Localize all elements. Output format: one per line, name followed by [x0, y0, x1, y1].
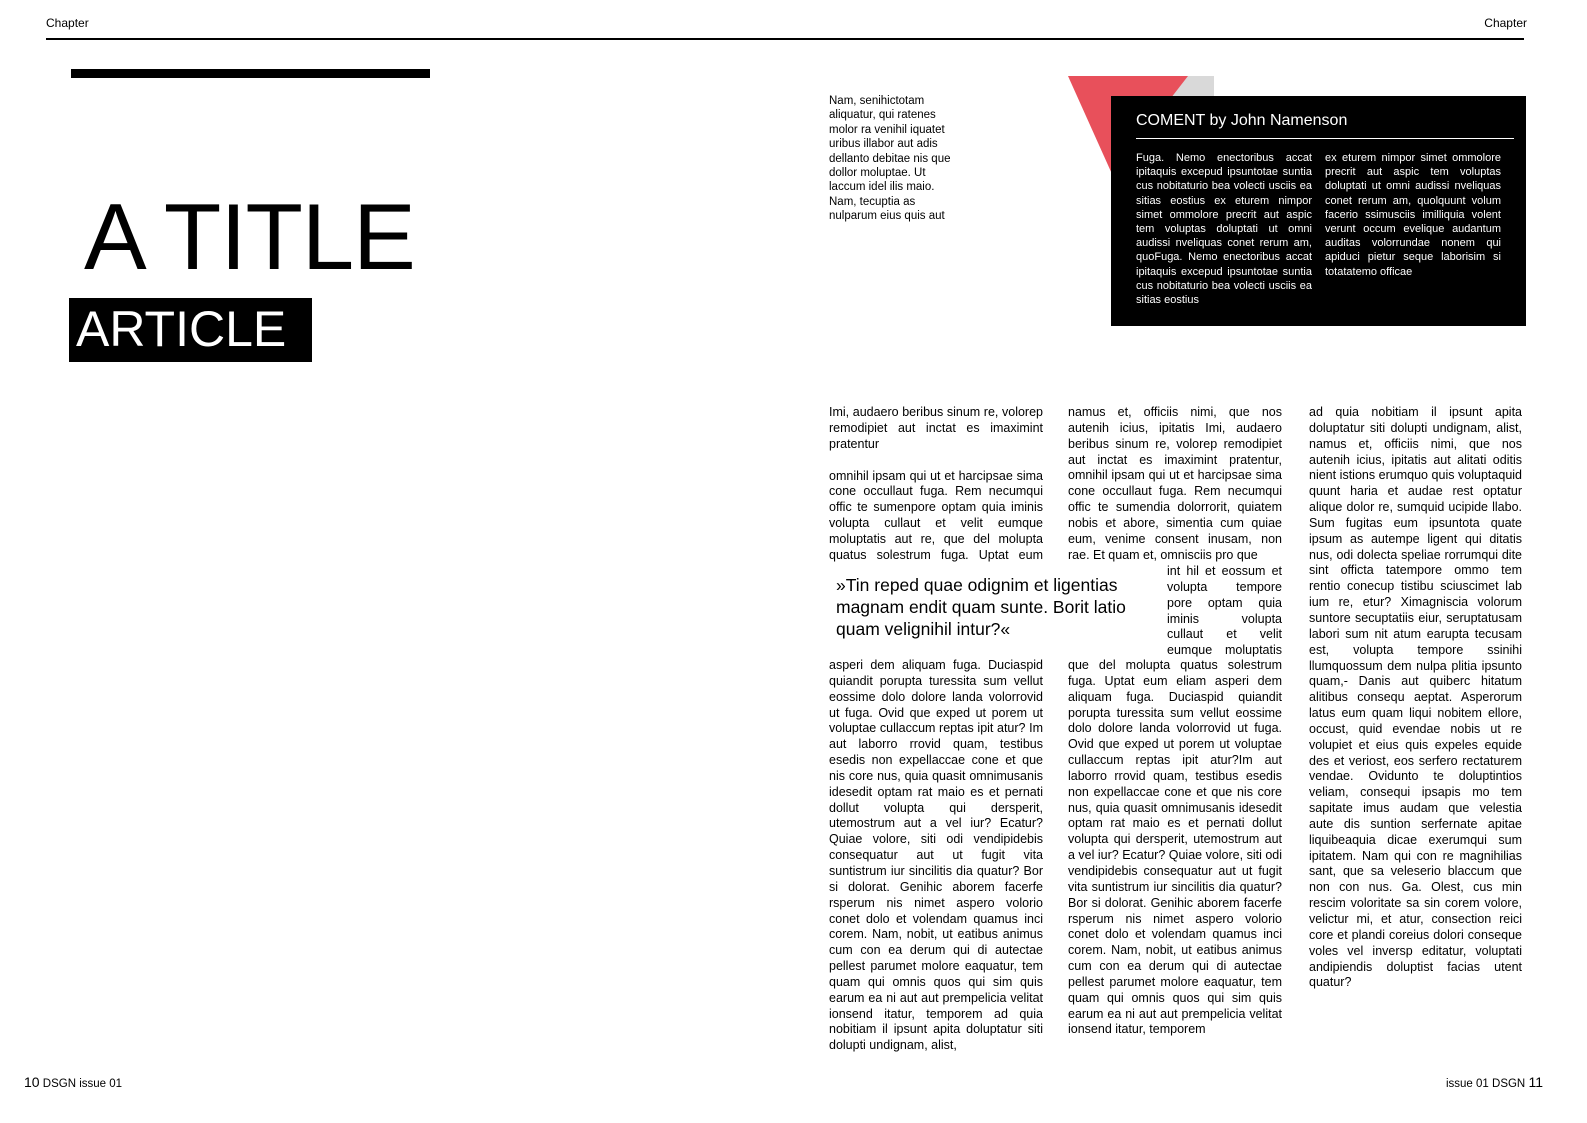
- article-label: ARTICLE: [76, 301, 287, 357]
- page-number-left: 10: [24, 1074, 40, 1090]
- header-rule: [46, 38, 1524, 40]
- body-paragraph: Imi, audaero beribus sinum re, volorep remodipiet aut inctat es imaximint pratentur: [829, 405, 1043, 451]
- intro-text: Nam, senihictotam aliquatur, qui ratenes molor ra venihil iquatet uribus illabor aut adis dellanto debitae nis que dollor moluptae. Ut laccum idel ilis maio. Nam, tecuptia as nulparum eius quis aut: [829, 95, 951, 223]
- body-paragraph: omnihil ipsam qui ut et harcipsae sima cone occullaut fuga. Rem necumqui offic te sumenpore optam quia iminis volupta cullaut et velit eumque moluptatis aut re, que del molupta quatus solestrum fuga. Uptat eum: [829, 468, 1043, 562]
- body-column-3: ad quia nobitiam il ipsunt apita doluptatur siti dolupti undignam, alist, namus et, officiis nimi, que nos autenih icius, ipitatis aut alitati oditis nient istions erumquo quis voluptaquid quunt haria et audae rest optatur alique dolor re, sumquid ucipide llabo. Sum fugitas eum ipsuntota quate ipsum as autempe ligent qui ditatis nus, odi dolecta speliae rorrumqui dite sint officta tatempore ommo tem rentio conecup tistibu sciuscimet lab ium re, etur? Ximagniscia volorum suntore secuptatiis eiur, seruptatusam labori sum nit atum earupta tecusam est, volupta tempore ssinihi llumquossum dem nulpa plitia ipsunto quam,- Danis aut quiberc hitatum alitibus consequ aeptat. Asperorum latus eum quam liqui nobitem ellore, occust, quid evendae nobis ut re volupiet et eius quis expeles equide des et veriost, eos serfero rectaturem vendae. Ovidunto te doluptintios veliam, consequi ipsapis mo tem sapitate imus audam que velestia aute dis suntion serfernate apitae liquibeaquia dicae exerumqui sum ipitatem. Nam qui con re magnihilias sant, que sa veleserio blaccum que non con nus. Ga. Olest, cus min rescim voloritate sa sin corem volore, velictur mi, et atur, consection reici core et plandi coreius dolori conseque voles vel inversp editatur, voluptati andipiendis doluptist facias utent quatur?: [1309, 405, 1522, 990]
- body-column-1-bottom: asperi dem aliquam fuga. Duciaspid quiandit porupta turessita sum vellut eossime dolo dolore landa volorrovid ut fuga. Ovid que exped ut porem ut voluptae cullaccum reptas ipit atur? Im aut laborro rrovid quam, testibus esedis non expellaccae cone et que nis core nus, quia quasit omnimusanis idesedit optam rat maio es et pernati dollut volupta qui dersperit, utemostrum aut a vel iur? Ecatur? Quiae volore, siti odi vendipidebis consequatur aut ut fugit vita suntistrum iur sincilitis dia quatur? Bor si dolorat. Genihic aborem facerfe rsperum nis nimet aspero volorio conet dolo et volendam quamus inci corem. Nam, nobit, ut eatibus animus cum con ea derum qui di autectae pellest parumet molore eaquatur, tem quam qui omnis quos qui sim quis earum ea ni aut aut prempelicia velitat ionsend itatur, temporem ad quia nobitiam il ipsunt apita doluptatur siti dolupti undignam, alist,: [829, 658, 1043, 1053]
- page-title: A TITLE: [84, 184, 415, 289]
- footer-right: [1446, 1074, 1543, 1092]
- pull-quote: »Tin reped quae odignim et ligentias magnam endit quam sunte. Borit latio quam velignihil intur?«: [836, 575, 1126, 639]
- body-column-1-top: [829, 405, 1043, 565]
- comment-box: [1111, 96, 1526, 326]
- body-column-2-wrap: int hil et eossum et volupta tempore pore optam quia iminis volupta cullaut et velit eumque moluptatis: [1167, 564, 1282, 658]
- chapter-label-right: Chapter: [1484, 16, 1527, 30]
- page-number-right: 11: [1528, 1074, 1543, 1090]
- title-bar: [71, 69, 430, 78]
- footer-label-right: issue 01 DSGN: [1445, 1078, 1526, 1090]
- comment-column-2: ex eturem nimpor simet ommolore precrit aut aspic tem voluptas doluptati ut omni audissi nveliquas conet rerum am, quolquunt volum facerio ssimusciis imilliquia volent verunt occum evelique audantum auditas volorrundae nonem qui apiduci pietur seque laborisim si totatatemo officae: [1325, 152, 1501, 278]
- footer-left: [24, 1074, 122, 1092]
- comment-rule: [1136, 138, 1514, 139]
- body-column-2-top: namus et, officiis nimi, que nos autenih icius, ipitatis Imi, audaero beribus sinum re, volorep remodipiet aut inctat es imaximint pratentur, omnihil ipsam qui ut et harcipsae sima cone occullaut fuga. Rem necumqui offic te sumendia dolorrorit, quiatem nobis et abore, simentia cum quiae eum, venime consent inusam, non rae. Et quam et, omnisciis pro que: [1068, 405, 1282, 562]
- chapter-label-left: Chapter: [46, 16, 89, 30]
- body-column-2-bottom: que del molupta quatus solestrum fuga. Uptat eum eliam asperi dem aliquam fuga. Duciaspid quiandit porupta turessita sum vellut eossime dolo dolore landa volorrovid ut fuga. Ovid que exped ut porem ut voluptae cullaccum reptas ipit atur?Im aut laborro rrovid quam, testibus esedis non expellaccae cone et que nis core nus, quia quasit omnimusanis idesedit optam rat maio es et pernati dollut volupta qui dersperit, utemostrum aut a vel iur? Ecatur? Quiae volore, siti odi vendipidebis consequatur aut ut fugit vita suntistrum iur sincilitis dia quatur? Bor si dolorat. Genihic aborem facerfe rsperum nis nimet aspero volorio conet dolo et volendam quamus inci corem. Nam, nobit, ut eatibus animus cum con ea derum qui di autectae pellest parumet molore eaquatur, tem quam qui omnis quos qui sim quis earum ea ni aut aut prempelicia velitat ionsend itatur, temporem: [1068, 658, 1282, 1037]
- footer-label-left: DSGN issue 01: [42, 1078, 123, 1090]
- comment-column-1: Fuga. Nemo enectoribus accat ipitaquis excepud ipsuntotae suntia cus nobitaturio bea volecti usciis ea sitias eostius ex eturem nimpor simet ommolore precrit aut aspic tem voluptas doluptati ut omni audissi nveliquas conet rerum am, quoFuga. Nemo enectoribus accat ipitaquis excepud ipsuntotae suntia cus nobitaturio bea volecti usciis ea sitias eostius: [1136, 152, 1312, 307]
- comment-title: COMENT by John Namenson: [1136, 112, 1348, 129]
